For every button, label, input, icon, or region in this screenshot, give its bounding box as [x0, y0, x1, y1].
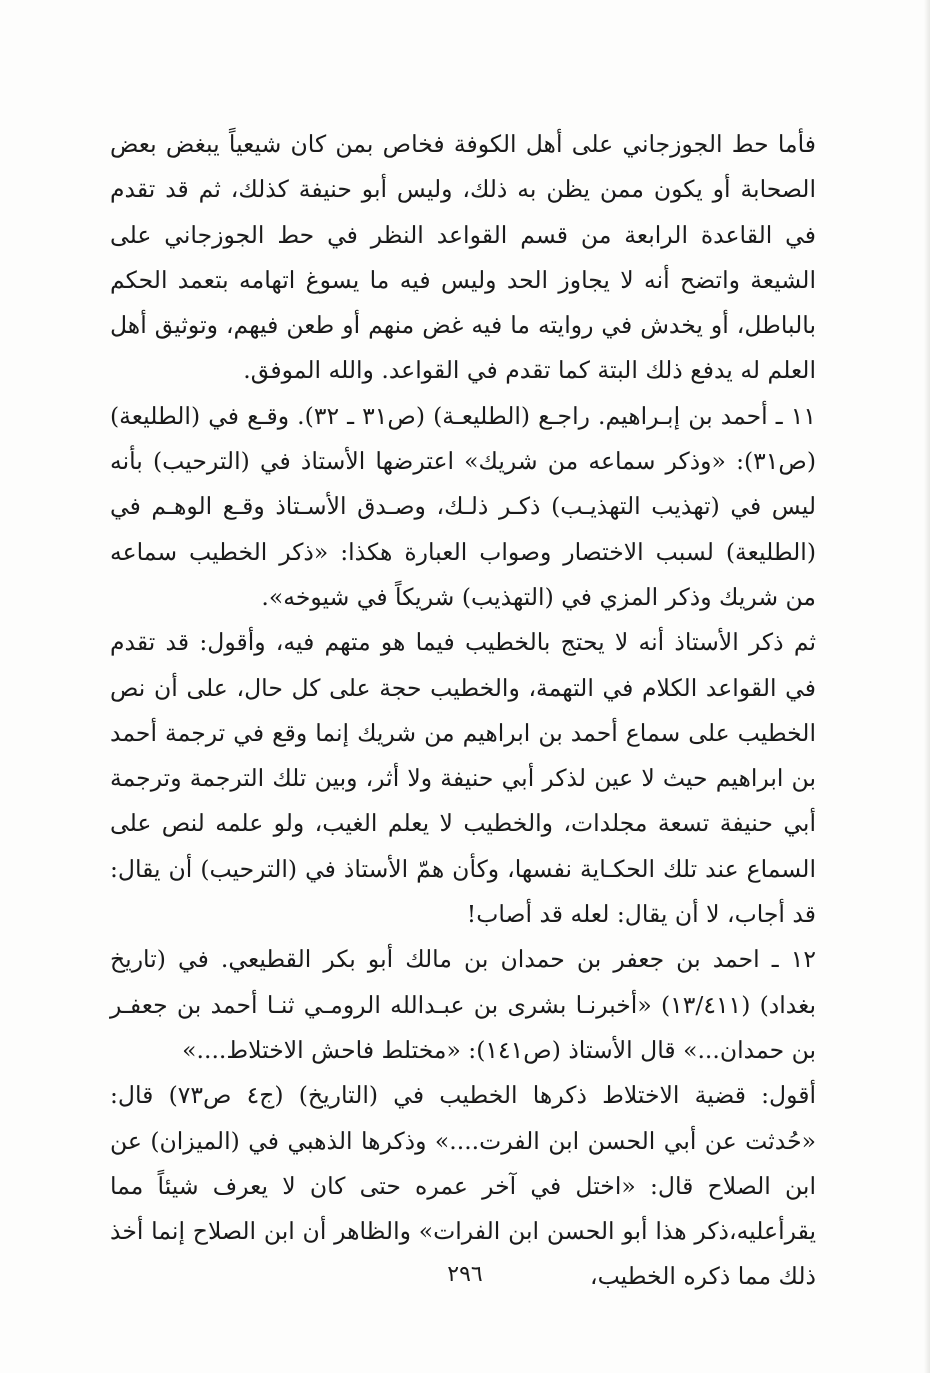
- scan-edge: [924, 0, 930, 1373]
- paragraph-ikhtilat: أقول: قضية الاختلاط ذكرها الخطيب في (التاريخ) (ج٤ ص٧٣) قال: «حُدثت عن أبي الحسن ابن الفرت....» وذكرها الذهبي في (الميزان) عن ابن الصلاح قال: «اختل في آخر عمره حتى كان لا يعرف شيئاً مما يقرأعليه،ذكر هذا أبو الحسن ابن الفرات» والظاهر أن ابن الصلاح إنما أخذ ذلك مما ذكره الخطيب،: [110, 1081, 817, 1291]
- paragraph-entry-11: ١١ ـ أحمد بن إبـراهيم. راجـع (الطليعـة) (ص٣١ ـ ٣٢). وقـع في (الطليعة) (ص٣١): «وذكر سماعه من شريك» اعترضها الأستاذ في (الترحيب) بأنه ليس في (تهذيب التهذيـب) ذكـر ذلـك، وصـدق الأسـتاذ وقـع الوهـم في (الطليعة) لسبب الاختصار وصواب العبارة هكذا: «ذكر الخطيب سماعه من شريك وذكر المزي في (التهذيب) شريكاً في شيوخه».: [110, 401, 817, 611]
- page-number: ٢٩٦: [447, 1262, 483, 1287]
- paragraph-entry-12: ١٢ ـ احمد بن جعفر بن حمدان بن مالك أبو بكر القطيعي. في (تاريخ بغداد) (١٣/٤١١) «أخبرنـا بشرى بن عبـدالله الرومـي ثنـا أحمد بن جعفـر بن حمدان...» قال الأستاذ (ص١٤١): «مختلط فاحش الاختلاط....»: [110, 945, 817, 1064]
- paragraph-jawzajani: فأما حط الجوزجاني على أهل الكوفة فخاص بمن كان شيعياً يبغض بعض الصحابة أو يكون ممن يظن به ذلك، وليس أبو حنيفة كذلك، ثم قد تقدم في القاعدة الرابعة من قسم القواعد النظر في حط الجوزجاني على الشيعة واتضح أنه لا يجاوز الحد وليس فيه ما يسوغ اتهامه بتعمد الحكم بالباطل، أو يخدش في روايته ما فيه غض منهم أو طعن فيهم، وتوثيق أهل العلم له يدفع ذلك البتة كما تقدم في القواعد. والله الموفق.: [110, 130, 816, 385]
- body-text: [110, 122, 816, 1300]
- paragraph-khatib-reply: ثم ذكر الأستاذ أنه لا يحتج بالخطيب فيما هو متهم فيه، وأقول: قد تقدم في القواعد الكلام في التهمة، والخطيب حجة على كل حال، على أن نص الخطيب على سماع أحمد بن ابراهيم من شريك إنما وقع في ترجمة أحمد بن ابراهيم حيث لا عين لذكر أبي حنيفة ولا أثر، وبين تلك الترجمة وترجمة أبي حنيفة تسعة مجلدات، والخطيب لا يعلم الغيب، ولو علمه لنص على السماع عند تلك الحكـاية نفسها، وكأن همّ الأستاذ في (الترحيب) أن يقال: قد أجاب، لا أن يقال: لعله قد أصاب!: [110, 628, 816, 929]
